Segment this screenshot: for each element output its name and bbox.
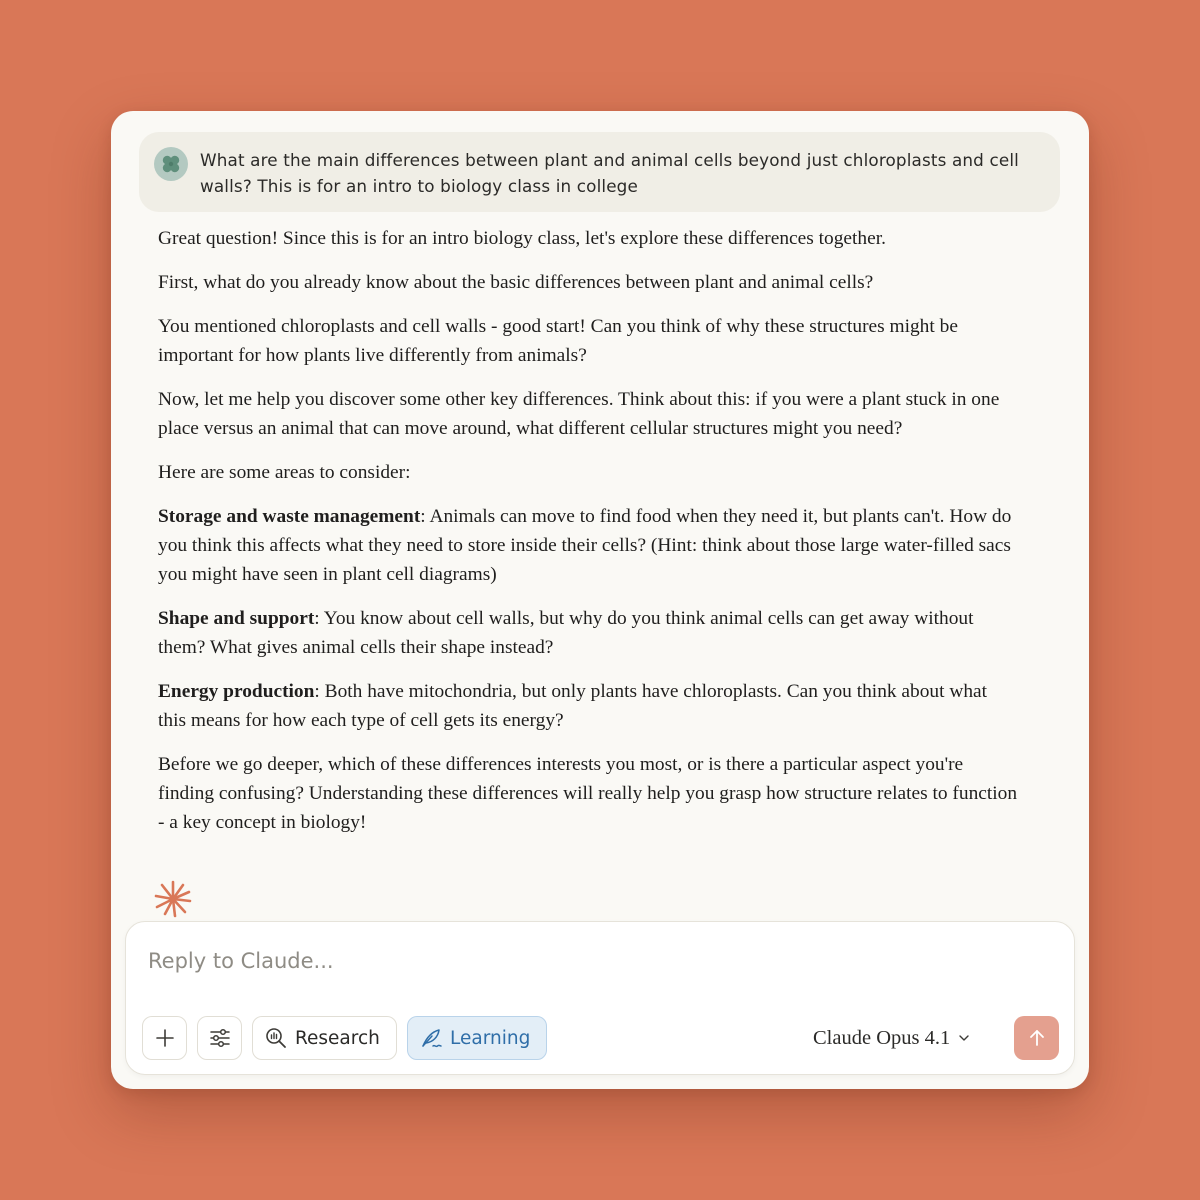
user-avatar xyxy=(154,147,188,181)
topic-title: Storage and waste management xyxy=(158,506,421,527)
composer xyxy=(125,921,1075,1075)
topic-storage xyxy=(158,502,1018,589)
chat-window xyxy=(111,111,1089,1089)
model-label: Claude Opus 4.1 xyxy=(813,1026,951,1049)
chevron-down-icon xyxy=(958,1032,970,1044)
learning-button[interactable] xyxy=(407,1016,547,1060)
topic-energy xyxy=(158,677,1018,735)
user-message-text: What are the main differences between plant and animal cells beyond just chloroplasts and cell walls? This is for an intro to biology class in college xyxy=(200,150,1019,196)
model-selector[interactable] xyxy=(813,1022,970,1054)
topic-body: : Both have mitochondria, but only plants have chloroplasts. Can you think about what this means for how each type of cell gets its energy? xyxy=(158,681,988,731)
topic-title: Energy production xyxy=(158,681,315,702)
research-button[interactable] xyxy=(252,1016,397,1060)
learning-label: Learning xyxy=(450,1027,531,1049)
user-message xyxy=(139,132,1060,212)
clover-icon xyxy=(161,154,181,174)
reply-paragraph: First, what do you already know about the basic differences between plant and animal cells? xyxy=(158,272,874,293)
arrow-up-icon xyxy=(1027,1028,1047,1048)
reply-paragraph: Now, let me help you discover some other key differences. Think about this: if you were a plant stuck in one place versus an animal that can move around, what different cellular structures might you need? xyxy=(158,389,1000,439)
reply-input[interactable] xyxy=(148,944,1028,978)
quill-icon xyxy=(420,1027,442,1049)
claude-spark-icon xyxy=(154,880,192,918)
topic-title: Shape and support xyxy=(158,608,315,629)
sliders-icon xyxy=(209,1027,231,1049)
topic-shape xyxy=(158,604,1018,662)
topic-body: : Animals can move to find food when they need it, but plants can't. How do you think this affects what they need to store inside their cells? (Hint: think about those large water-filled sacs you might have seen in plant cell diagrams) xyxy=(158,506,1012,585)
reply-paragraph: Here are some areas to consider: xyxy=(158,462,411,483)
research-icon xyxy=(265,1027,287,1049)
topic-body: : You know about cell walls, but why do you think animal cells can get away without them? What gives animal cells their shape instead? xyxy=(158,608,974,658)
add-button[interactable] xyxy=(142,1016,187,1060)
tools-button[interactable] xyxy=(197,1016,242,1060)
plus-icon xyxy=(155,1028,175,1048)
reply-paragraph: Great question! Since this is for an intro biology class, let's explore these differences together. xyxy=(158,228,886,249)
send-button[interactable] xyxy=(1014,1016,1059,1060)
reply-paragraph: You mentioned chloroplasts and cell walls - good start! Can you think of why these structures might be important for how plants live differently from animals? xyxy=(158,316,958,366)
assistant-reply xyxy=(158,224,1018,852)
research-label: Research xyxy=(295,1027,380,1049)
reply-paragraph: Before we go deeper, which of these differences interests you most, or is there a particular aspect you're finding confusing? Understanding these differences will really help you grasp how structure relates to function - a key concept in biology! xyxy=(158,754,1018,833)
